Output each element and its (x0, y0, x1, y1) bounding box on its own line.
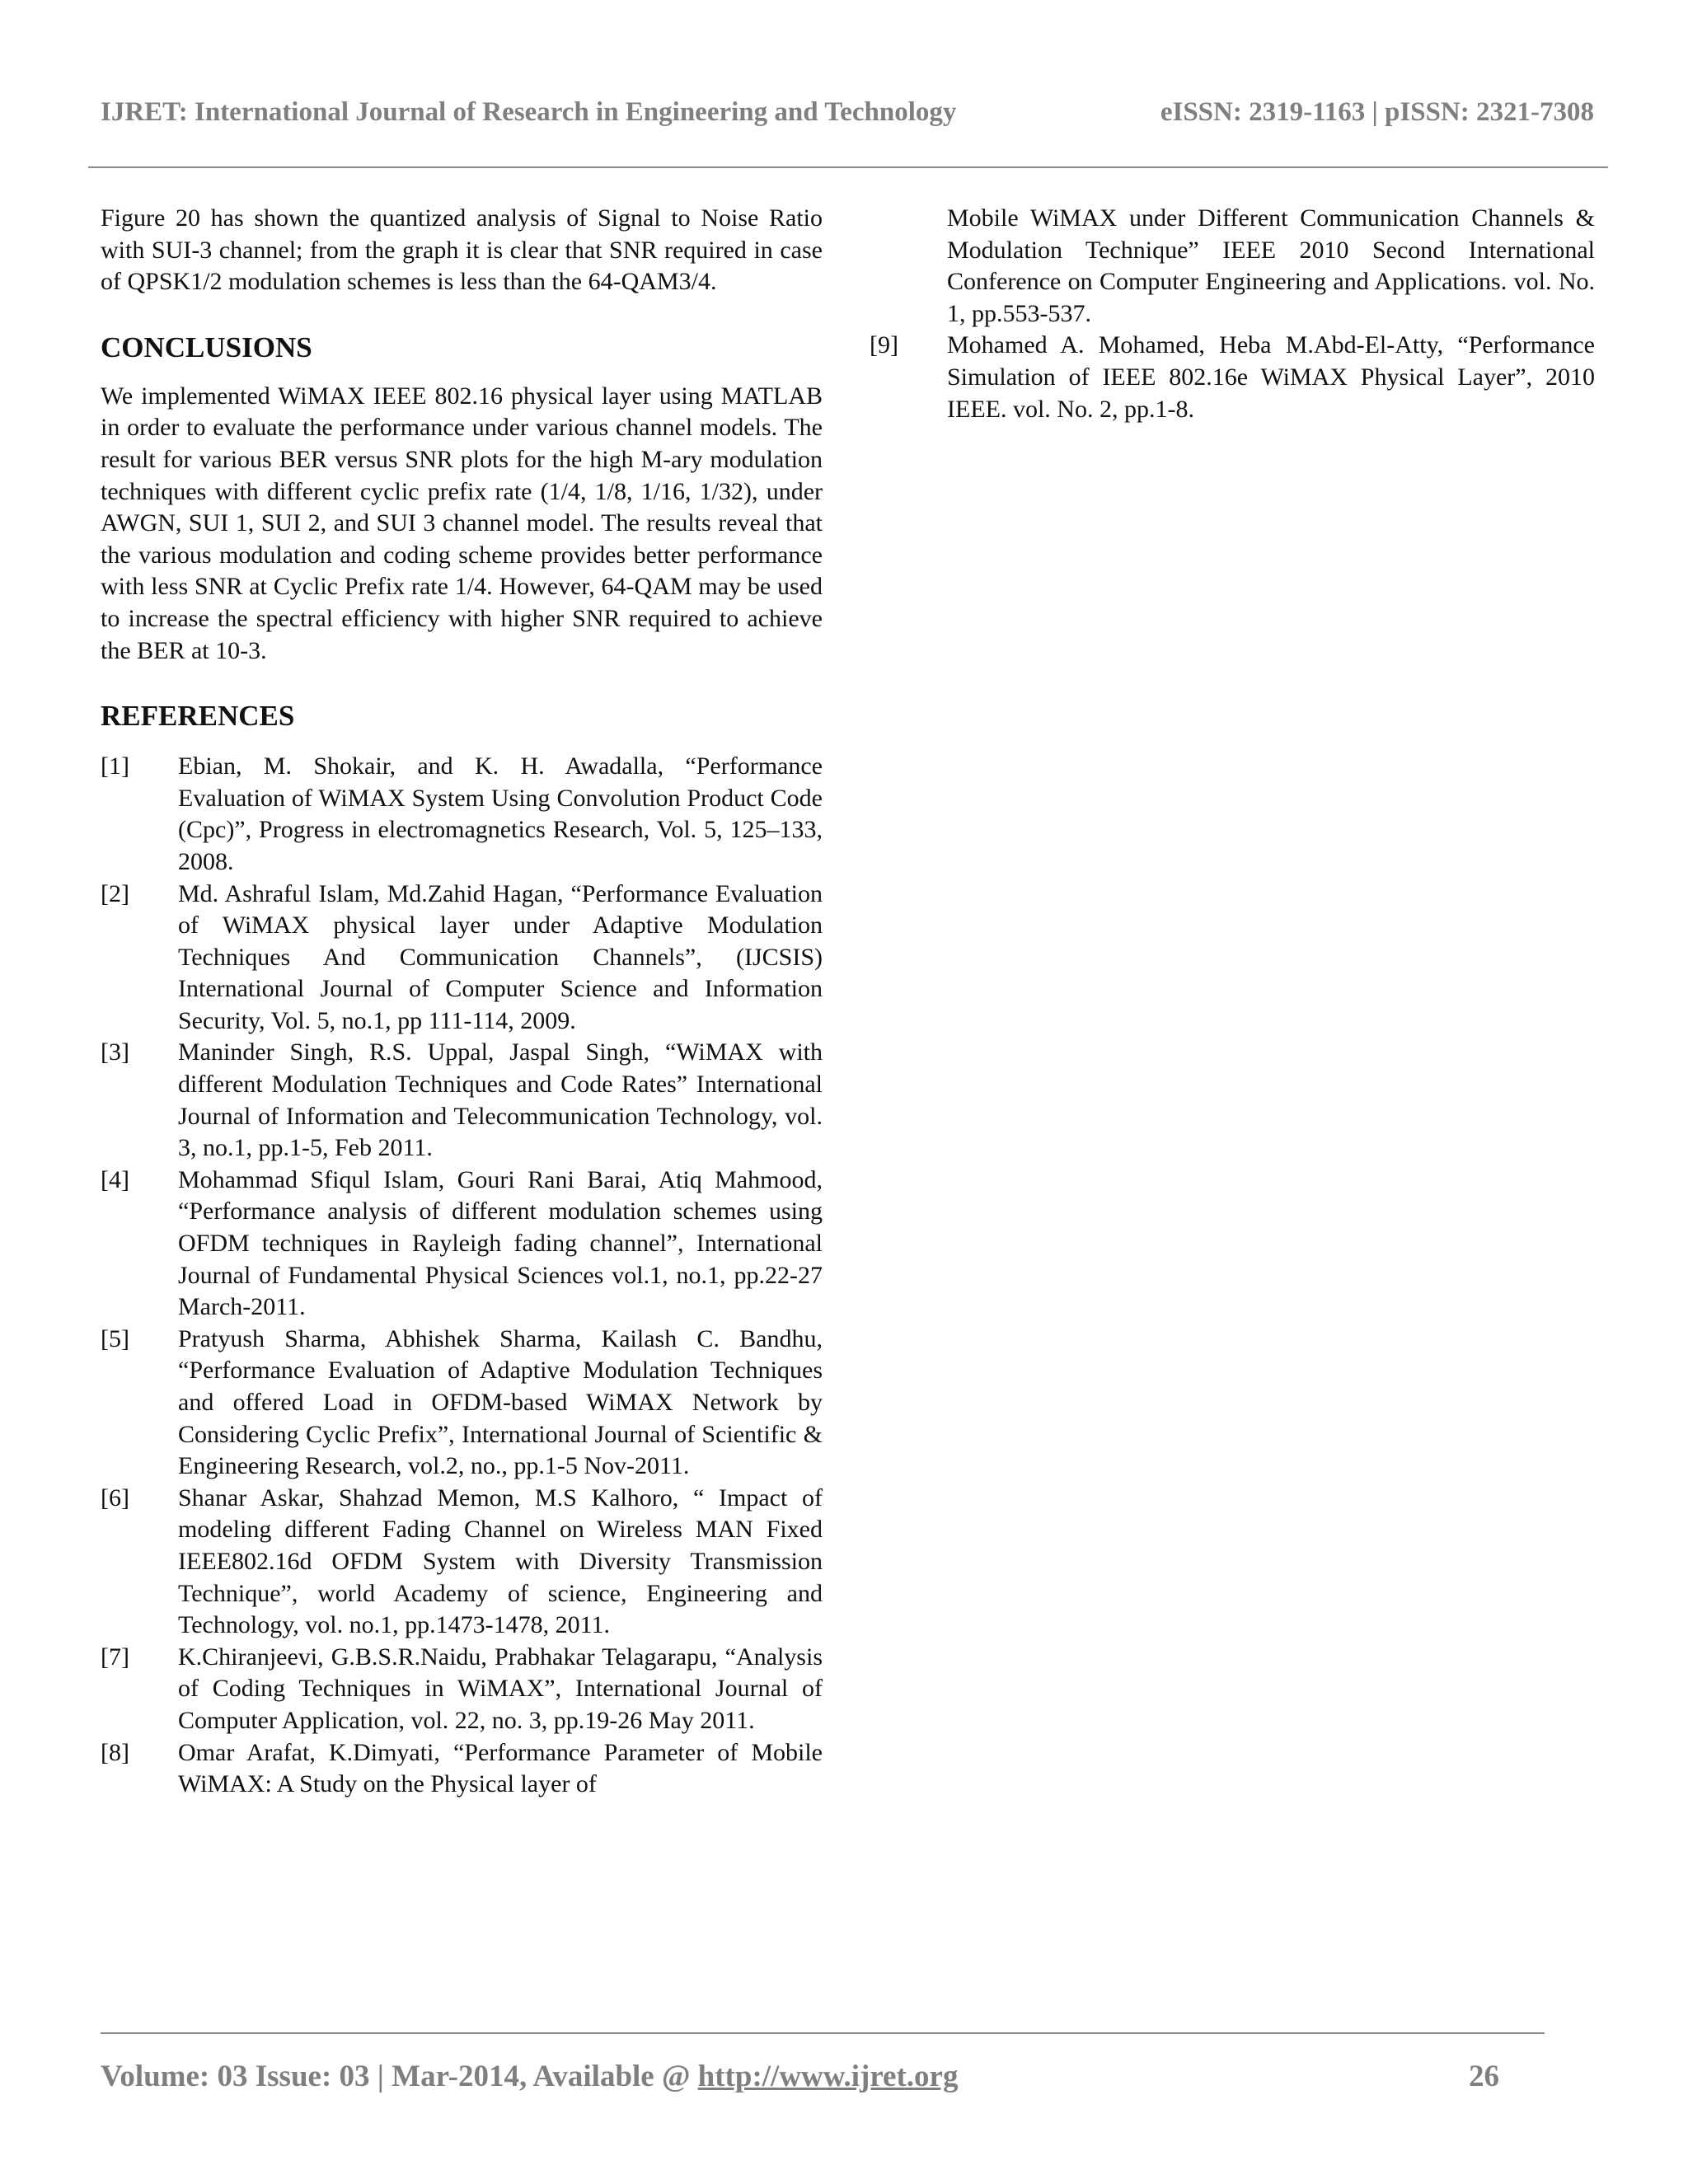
reference-number: [2] (101, 879, 129, 907)
journal-link[interactable]: http://www.ijret.org (697, 2060, 959, 2093)
references-heading: REFERENCES (101, 700, 295, 733)
reference-item (870, 330, 1595, 425)
reference-list (101, 751, 823, 1801)
right-column (870, 203, 1595, 425)
reference-item (101, 751, 823, 878)
page-number: 26 (1469, 2060, 1499, 2093)
reference-text: Mohamed A. Mohamed, Heba M.Abd-El-Atty, “Performance Simulation of IEEE 802.16e WiMAX Physical Layer”, 2010 IEEE. vol. No. 2, pp.1-8. (947, 331, 1595, 423)
running-header (101, 97, 1594, 128)
reference-item (101, 1642, 823, 1737)
reference-number: [4] (101, 1165, 129, 1193)
reference-number: [6] (101, 1483, 129, 1511)
reference-text: Ebian, M. Shokair, and K. H. Awadalla, “Performance Evaluation of WiMAX System Using Convolution Product Code (Cpc)”, Progress in electromagnetics Research, Vol. 5, 125–133, 2008. (178, 752, 823, 875)
reference-item (101, 1165, 823, 1324)
running-footer (101, 2059, 1502, 2094)
reference-text: Maninder Singh, R.S. Uppal, Jaspal Singh, “WiMAX with different Modulation Techniques and Code Rates” International Journal of Information and Telecommunication Technology, vol. 3, no.1, pp.1-5, Feb 2011. (178, 1038, 823, 1162)
reference-number: [3] (101, 1038, 129, 1066)
reference-item (101, 879, 823, 1038)
intro-paragraph: Figure 20 has shown the quantized analysis of Signal to Noise Ratio with SUI-3 channel; from the graph it is clear that SNR required in case of QPSK1/2 modulation schemes is less than the 64-QAM3/4. (101, 204, 823, 296)
reference-number: [7] (101, 1643, 129, 1671)
left-column (101, 203, 823, 1801)
reference-item (101, 1483, 823, 1642)
reference-item (101, 1324, 823, 1483)
issn-text: eISSN: 2319-1163 | pISSN: 2321-7308 (1160, 97, 1594, 127)
conclusions-paragraph: We implemented WiMAX IEEE 802.16 physical layer using MATLAB in order to evaluate the performance under various channel models. The result for various BER versus SNR plots for the high M-ary modulation techniques with different cyclic prefix rate (1/4, 1/8, 1/16, 1/32), under AWGN, SUI 1, SUI 2, and SUI 3 channel model. The results reveal that the various modulation and coding scheme provides better performance with less SNR at Cyclic Prefix rate 1/4. However, 64-QAM may be used to increase the spectral efficiency with higher SNR required to achieve the BER at 10-3. (101, 382, 823, 664)
reference-item (101, 1037, 823, 1164)
footer-divider (101, 2032, 1545, 2034)
reference-number: [8] (101, 1738, 129, 1766)
reference-8-continuation: Mobile WiMAX under Different Communication Channels & Modulation Technique” IEEE 2010 Second International Conference on Computer Engineering and Applications. vol. No. 1, pp.553-537. (947, 204, 1595, 327)
reference-text: Pratyush Sharma, Abhishek Sharma, Kailash C. Bandhu, “Performance Evaluation of Adaptive Modulation Techniques and offered Load in OFDM-based WiMAX Network by Considering Cyclic Prefix”, International Journal of Scientific & Engineering Research, vol.2, no., pp.1-5 Nov-2011. (178, 1324, 823, 1480)
volume-info: Volume: 03 Issue: 03 | Mar-2014, Available @ (101, 2060, 698, 2093)
reference-text: Shanar Askar, Shahzad Memon, M.S Kalhoro, “ Impact of modeling different Fading Channel on Wireless MAN Fixed IEEE802.16d OFDM System with Diversity Transmission Technique”, world Academy of science, Engineering and Technology, vol. no.1, pp.1473-1478, 2011. (178, 1483, 823, 1639)
header-divider (88, 166, 1608, 168)
reference-text: K.Chiranjeevi, G.B.S.R.Naidu, Prabhakar Telagarapu, “Analysis of Coding Techniques in WiMAX”, International Journal of Computer Application, vol. 22, no. 3, pp.19-26 May 2011. (178, 1643, 823, 1734)
conclusions-heading: CONCLUSIONS (101, 330, 312, 363)
reference-number: [1] (101, 752, 129, 780)
reference-text: Mohammad Sfiqul Islam, Gouri Rani Barai, Atiq Mahmood, “Performance analysis of different modulation schemes using OFDM techniques in Rayleigh fading channel”, International Journal of Fundamental Physical Sciences vol.1, no.1, pp.22-27 March-2011. (178, 1165, 823, 1321)
reference-number: [5] (101, 1324, 129, 1352)
reference-item (101, 1737, 823, 1801)
reference-text: Omar Arafat, K.Dimyati, “Performance Parameter of Mobile WiMAX: A Study on the Physical layer of (178, 1738, 823, 1798)
reference-text: Md. Ashraful Islam, Md.Zahid Hagan, “Performance Evaluation of WiMAX physical layer under Adaptive Modulation Techniques And Communication Channels”, (IJCSIS) International Journal of Computer Science and Information Security, Vol. 5, no.1, pp 111-114, 2009. (178, 879, 823, 1034)
journal-name: IJRET: International Journal of Research in Engineering and Technology (101, 97, 957, 127)
reference-number: [9] (870, 331, 898, 359)
